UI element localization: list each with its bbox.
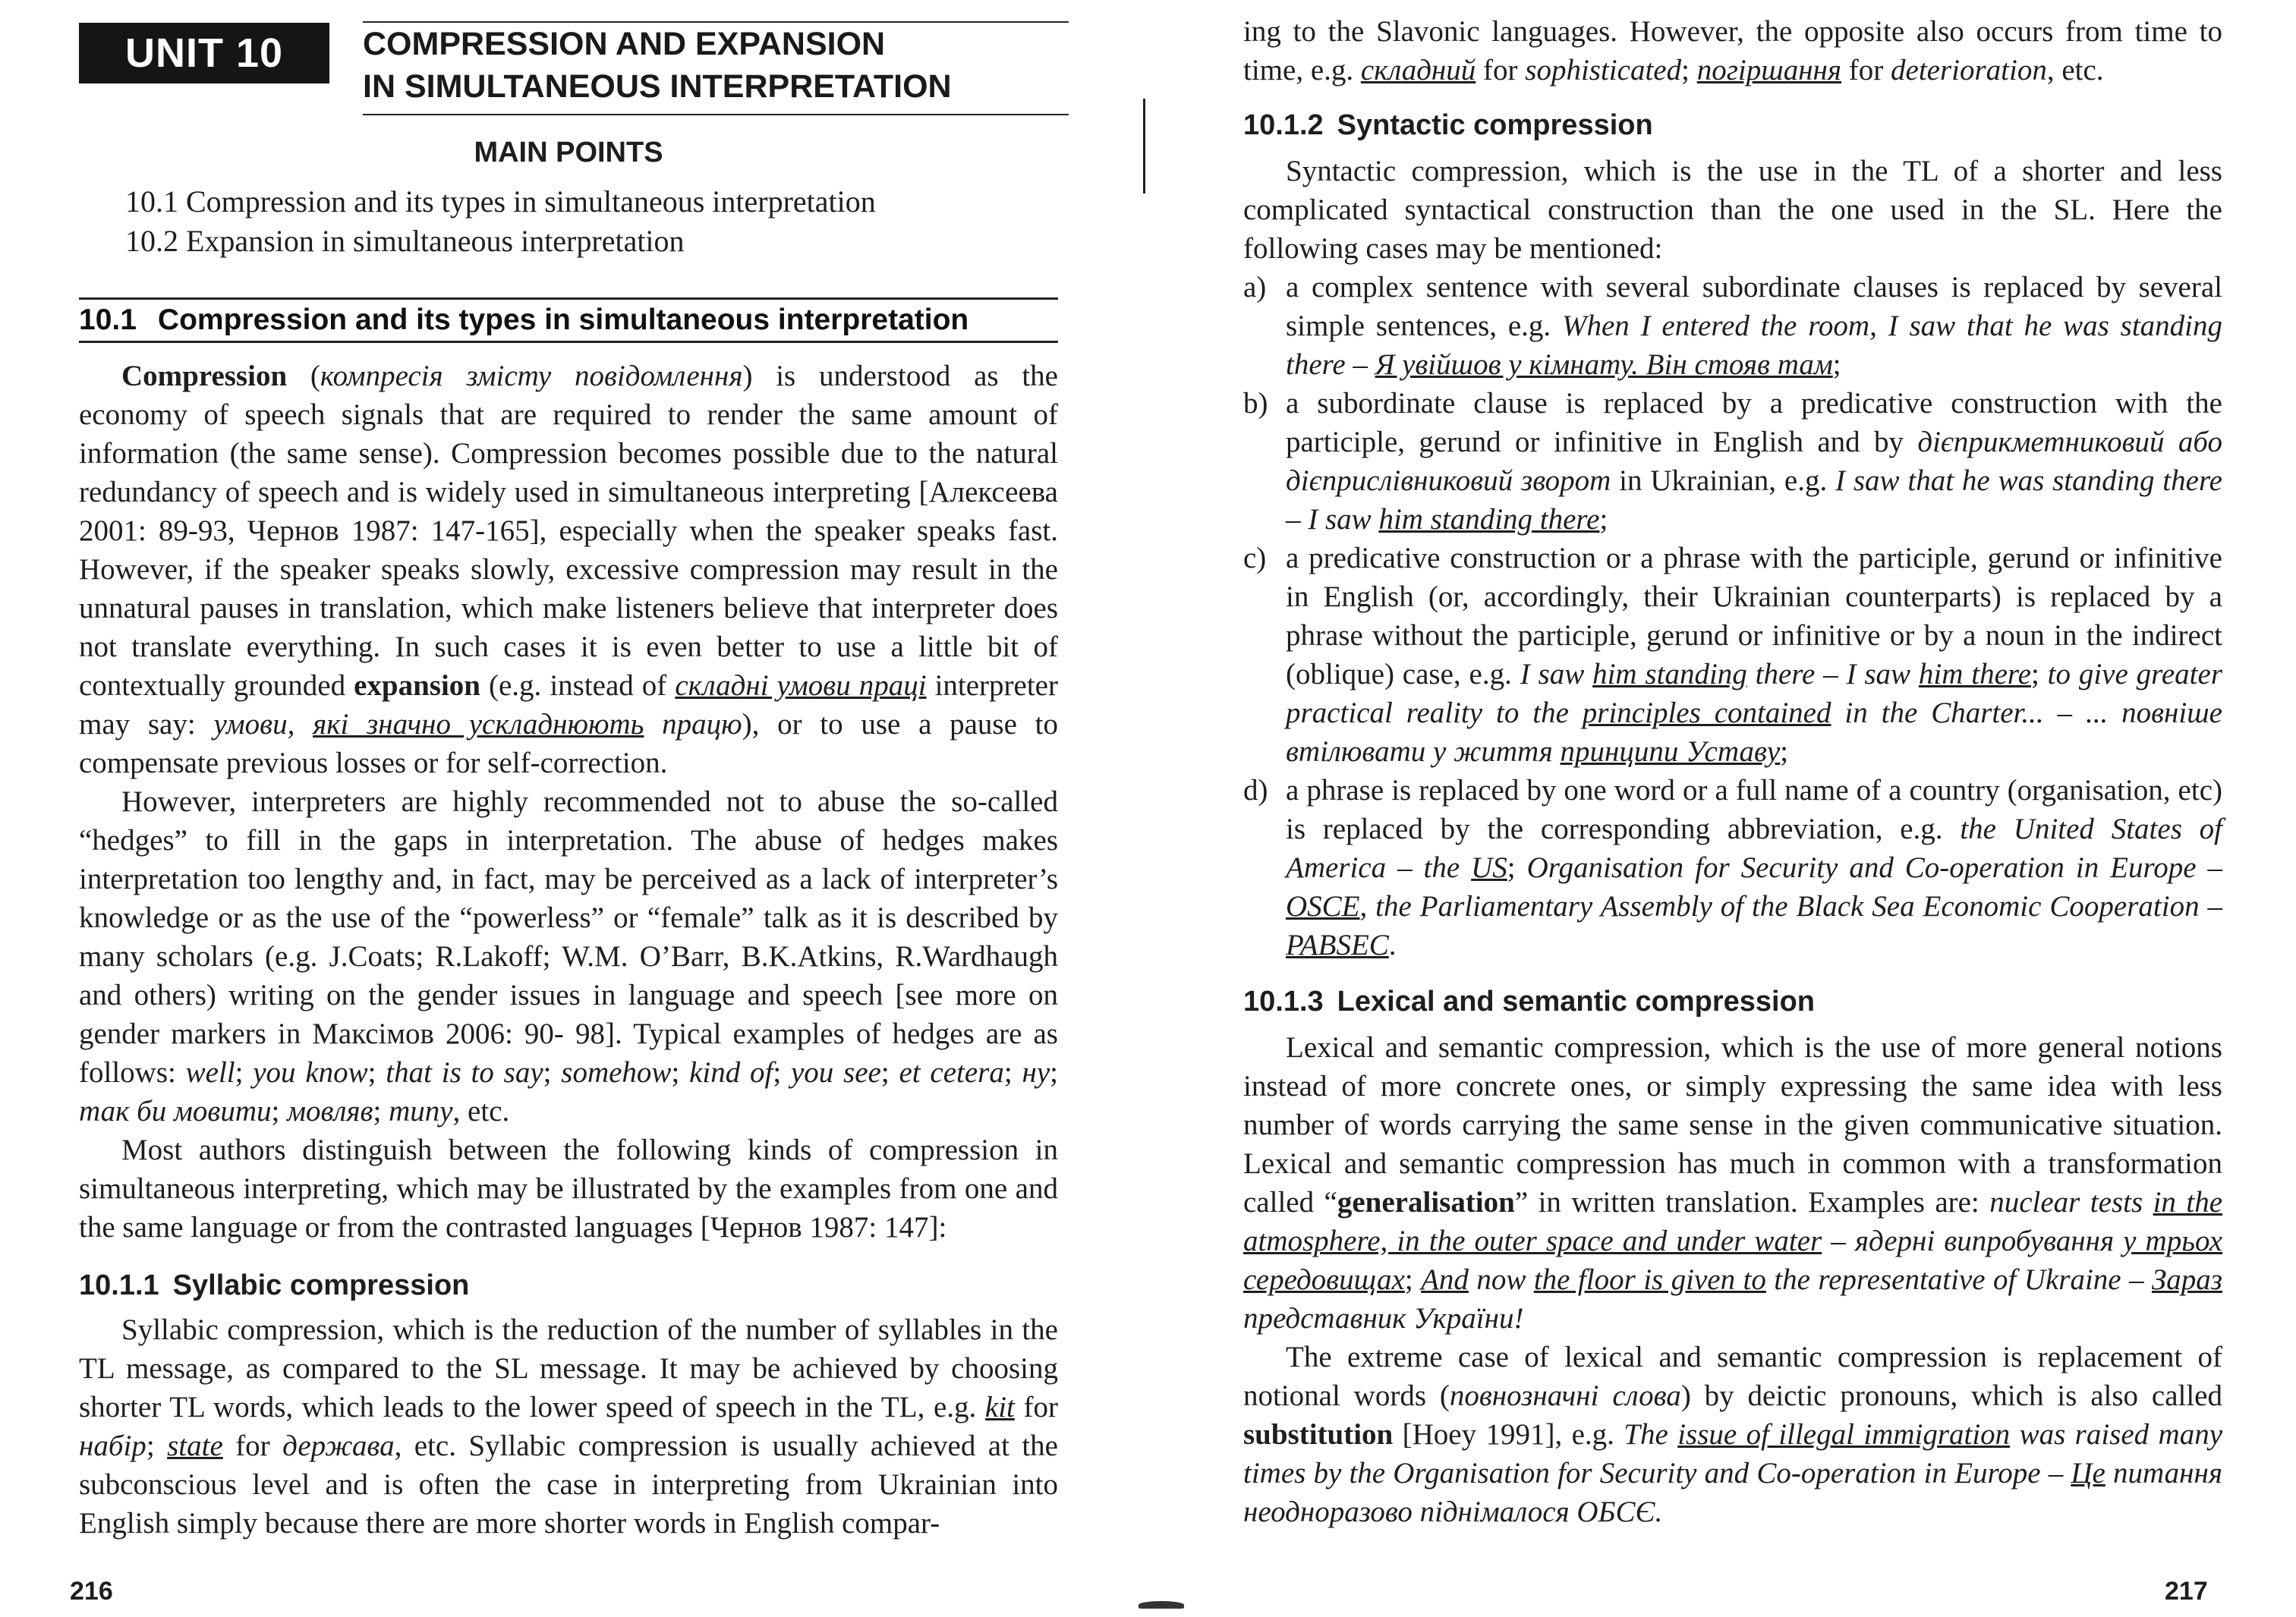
paragraph-syntactic: Syntactic compression, which is the use in the TL of a shorter and less complicated syntactical construction than the one used in the SL. Here the following cases may be mentioned: <box>1243 155 2222 265</box>
paragraph-syllabic: Syllabic compression, which is the reduction of the number of syllables in the TL message, as compared to the SL message. It may be achieved by choosing shorter TL words, which leads to the lower speed of speech in the TL, e.g. kit for набір; state for держава, etc. Syllabic compression is usually achieved at the subconscious level and is often the case in interpreting from Ukrainian into English simply because there are more shorter words in English compar- <box>79 1313 1058 1540</box>
right-body <box>1243 12 2222 1531</box>
paragraph-continued: ing to the Slavonic languages. However, the opposite also occurs from time to time, e.g. складний for sophisticated; погіршання for deterioration, etc. <box>1243 15 2222 87</box>
right-page <box>1148 0 2296 1617</box>
paragraph-substitution: The extreme case of lexical and semantic compression is replacement of notional words (повнозначні слова) by deictic pronouns, which is also called substitution [Hoey 1991], e.g. The issue of illegal immigration was raised many times by the Organisation for Security and Co-operation in Europe – Це питання неодноразово піднімалося ОБСЄ. <box>1243 1341 2223 1528</box>
list-item-b: b) a subordinate clause is replaced by a predicative construction with the participle, gerund or infinitive in English and by дієприкметниковий або дієприслівниковий зворот in Ukrainian, e.g. I saw that he was standing there – I saw him standing there; <box>1243 387 2223 536</box>
list-item-d: d) a phrase is replaced by one word or a full name of a country (organisation, etc) is replaced by the corresponding abbreviation, e.g. the United States of America – the US; Organisation for Security and Co-operation in Europe – OSCE, the Parliamentary Assembly of the Black Sea Economic Cooperation – PABSEC. <box>1243 774 2222 961</box>
main-point-item: 10.1 Compression and its types in simultaneous interpretation <box>125 184 876 219</box>
page-number-left: 216 <box>70 1577 113 1606</box>
unit-label: UNIT 10 <box>79 23 329 83</box>
subsection-heading-syllabic: 10.1.1 Syllabic compression <box>79 1269 470 1301</box>
left-body <box>79 357 1058 1543</box>
paragraph-kinds: Most authors distinguish between the following kinds of compression in simultaneous interpreting, which may be illustrated by the examples from one and the same language or from the contrasted languages [Чернов 1987: 147]: <box>79 1134 1058 1244</box>
subsection-heading-syntactic: 10.1.2 Syntactic compression <box>1243 109 1653 141</box>
section-title: Compression and its types in simultaneous interpretation <box>157 304 969 336</box>
subsection-heading-lexical: 10.1.3 Lexical and semantic compression <box>1243 986 1816 1018</box>
paragraph-hedges: However, interpreters are highly recommended not to abuse the so-called “hedges” to fill in the gaps in interpretation. The abuse of hedges makes interpretation too lengthy and, in fact, may be perceived as a lack of interpreter’s knowledge or as the use of the “powerless” or “female” talk as it is described by many scholars (e.g. J.Coats; R.Lakoff; W.M. O’Barr, B.K.Atkins, R.Wardhaugh and others) writing on the gender issues in language and speech [see more on gender markers in Максімов 2006: 90- 98]. Typical examples of hedges are as follows: well; you know; that is to say; somehow; kind of; you see; et cetera; ну; так би мовити; мовляв; типу, etc. <box>79 785 1058 1128</box>
paragraph-compression: Compression (компресія змісту повідомлення) is understood as the economy of speech signals that are required to render the same amount of information (the same sense). Compression becomes possible due to the natural redundancy of speech and is widely used in simultaneous interpreting [Алексеева 2001: 89-93, Чернов 1987: 147-165], especially when the speaker speaks fast. However, if the speaker speaks slowly, excessive compression may result in the unnatural pauses in translation, which make listeners believe that interpreter does not translate everything. In such cases it is even better to use a little bit of contextually grounded expansion (e.g. instead of складні умови праці interpreter may say: умови, які значно ускладнюють працю), or to use a pause to compensate previous losses or for self-correction. <box>79 360 1058 779</box>
main-points-heading: MAIN POINTS <box>474 137 663 168</box>
list-item-a: a) a complex sentence with several subordinate clauses is replaced by several simple sentences, e.g. When I entered the room, I saw that he was standing there – Я увійшов у кімнату. Він стояв там; <box>1243 271 2222 381</box>
main-points-list <box>125 182 876 261</box>
unit-title-line2: IN SIMULTANEOUS INTERPRETATION <box>363 68 952 105</box>
spine-divider <box>1143 99 1145 193</box>
section-heading <box>79 297 1058 343</box>
unit-title <box>363 23 1061 108</box>
unit-title-line1: COMPRESSION AND EXPANSION <box>363 26 886 62</box>
list-item-c: c) a predicative construction or a phrase with the participle, gerund or infinitive in English (or, accordingly, their Ukrainian counterparts) is replaced by a phrase without the participle, gerund or infinitive or by a noun in the indirect (oblique) case, e.g. I saw him standing there – I saw him there; to give greater practical reality to the principles contained in the Charter... – ... повніше втілювати у життя принципи Уставу; <box>1243 542 2222 768</box>
paragraph-lexical: Lexical and semantic compression, which is the use of more general notions instead of more concrete ones, or simply expressing the same idea with less number of words carrying the same sense in the given communicative situation. Lexical and semantic compression has much in common with a transformation called “generalisation” in written translation. Examples are: nuclear tests in the atmosphere, in the outer space and under water – ядерні випробування у трьох середовищах; And now the floor is given to the representative of Ukraine – Зараз представник України! <box>1243 1031 2222 1335</box>
section-number: 10.1 <box>79 304 137 336</box>
main-point-item: 10.2 Expansion in simultaneous interpretation <box>125 224 685 258</box>
page-number-right: 217 <box>2165 1577 2208 1606</box>
